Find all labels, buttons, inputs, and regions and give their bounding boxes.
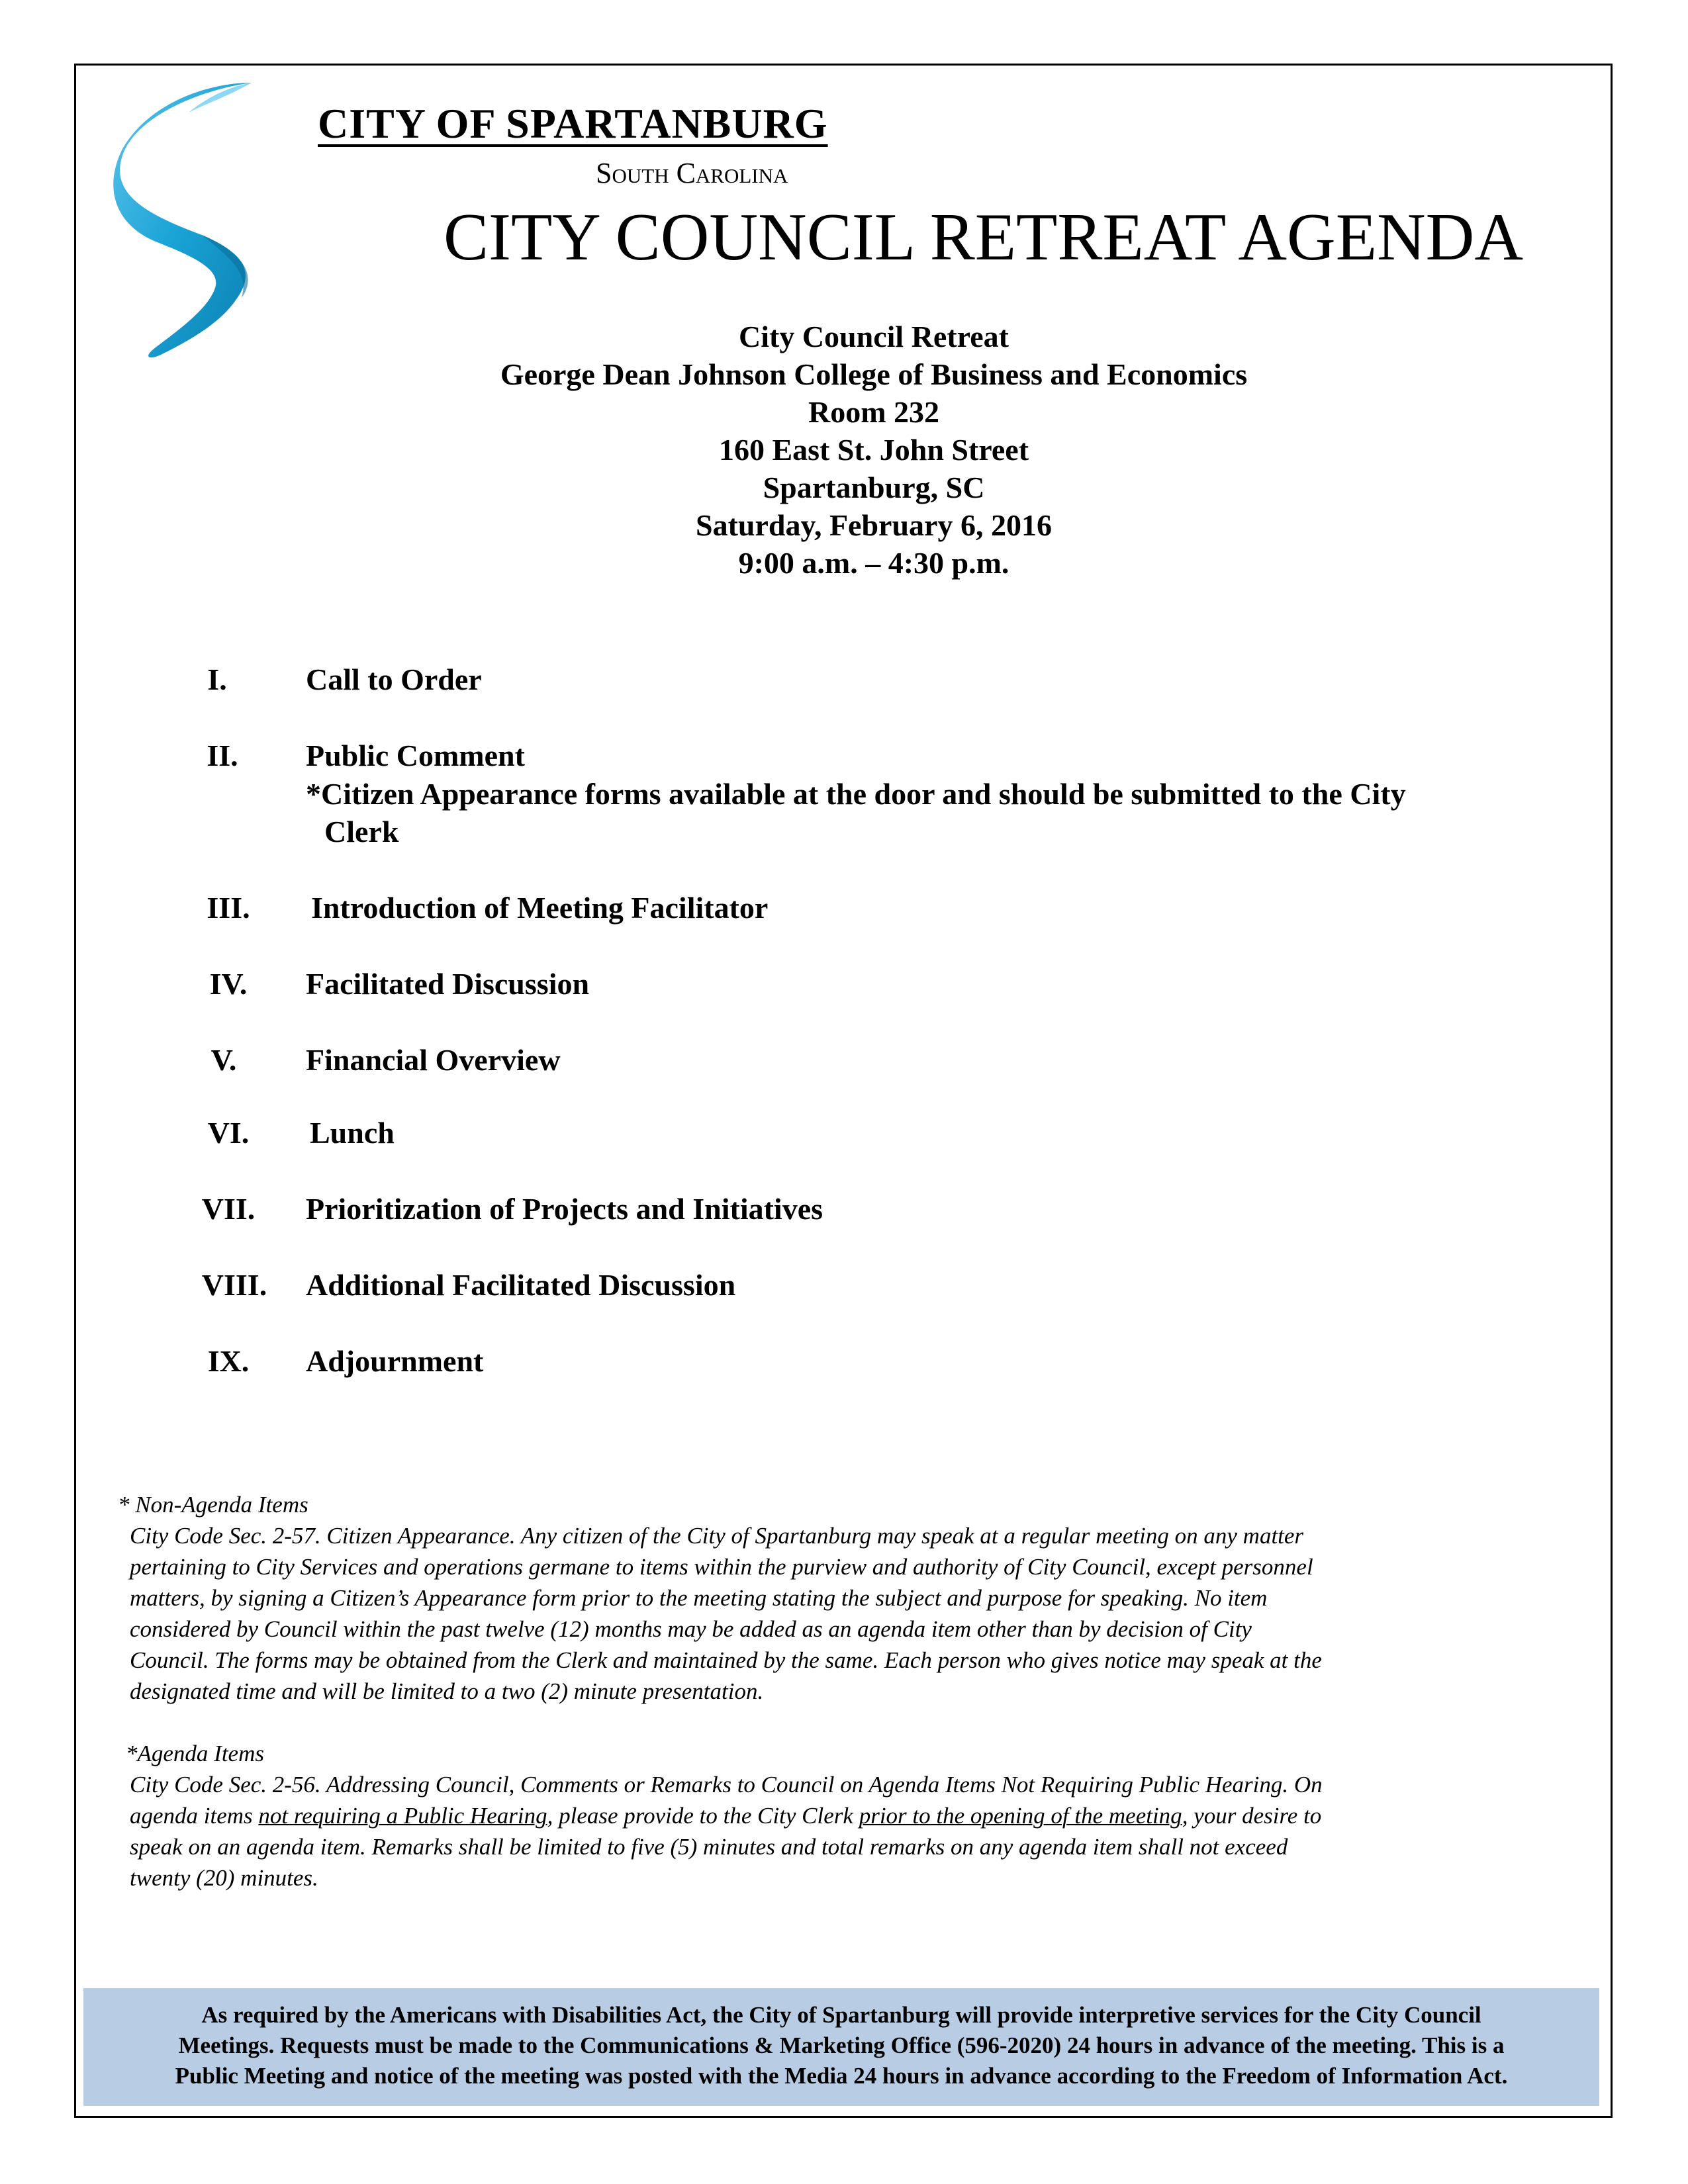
- agenda-item-note: *Citizen Appearance forms available at the door and should be submitted to the City: [306, 777, 1406, 811]
- agenda-item-number: III.: [207, 891, 250, 925]
- non-agenda-heading: * Non-Agenda Items: [118, 1492, 308, 1518]
- agenda-items-text: [118, 1769, 1574, 1893]
- agenda-item-label: Prioritization of Projects and Initiatives: [306, 1192, 823, 1226]
- agenda-item-number: IV.: [209, 967, 248, 1001]
- meeting-room: Room 232: [808, 395, 940, 429]
- non-agenda-text: [118, 1520, 1574, 1707]
- agenda-item-number: IX.: [207, 1344, 250, 1378]
- notes-section: [118, 1489, 1574, 1893]
- agenda-item-label: Introduction of Meeting Facilitator: [311, 891, 769, 925]
- agenda-item-number: VIII.: [201, 1268, 267, 1302]
- agenda-item-label: Facilitated Discussion: [306, 967, 590, 1001]
- meeting-venue: George Dean Johnson College of Business and Economics: [500, 357, 1248, 391]
- agenda-item-note-continued: Clerk: [324, 815, 399, 848]
- meeting-name: City Council Retreat: [739, 320, 1009, 353]
- agenda-item-number: V.: [211, 1043, 237, 1077]
- meeting-time: 9:00 a.m. – 4:30 p.m.: [738, 546, 1009, 580]
- agenda-item-label: Additional Facilitated Discussion: [306, 1268, 736, 1302]
- meeting-city: Spartanburg, SC: [763, 471, 985, 504]
- ada-line: Public Meeting and notice of the meeting was posted with the Media 24 hours in advance according to the Freedom of Information Act.: [175, 2063, 1508, 2089]
- ada-notice: [83, 1988, 1599, 2106]
- underlined-phrase: not requiring a Public Hearing: [258, 1803, 547, 1829]
- ada-line: Meetings. Requests must be made to the Communications & Marketing Office (596-2020) 24 hours in advance of the meeting. This is a: [178, 2032, 1505, 2058]
- agenda-item-number: VII.: [201, 1192, 256, 1226]
- non-agenda-line: designated time and will be limited to a two (2) minute presentation.: [130, 1678, 764, 1704]
- agenda-items-line: speak on an agenda item. Remarks shall be limited to five (5) minutes and total remarks on any agenda item shall not exceed: [130, 1834, 1288, 1860]
- agenda-item-number: I.: [207, 662, 227, 696]
- non-agenda-line: considered by Council within the past twelve (12) months may be added as an agenda item other than by decision of City: [130, 1616, 1252, 1642]
- city-name: CITY OF SPARTANBURG: [318, 100, 828, 147]
- agenda-item-label: Financial Overview: [306, 1043, 561, 1077]
- agenda-item-number: II.: [207, 739, 238, 772]
- meeting-street: 160 East St. John Street: [718, 433, 1029, 467]
- meeting-date: Saturday, February 6, 2016: [696, 508, 1052, 542]
- non-agenda-line: matters, by signing a Citizen’s Appearance form prior to the meeting stating the subject and purpose for speaking. No item: [130, 1585, 1268, 1611]
- non-agenda-line: pertaining to City Services and operations germane to items within the purview and authority of City Council, except personnel: [130, 1554, 1313, 1580]
- agenda-item-label: Public Comment: [306, 739, 525, 772]
- agenda-items-line: City Code Sec. 2-56. Addressing Council, Comments or Remarks to Council on Agenda Items Not Requiring Public Hearing. On: [130, 1772, 1323, 1797]
- agenda-item-label: Lunch: [310, 1116, 395, 1150]
- state-name: South Carolina: [596, 157, 788, 189]
- ada-line: As required by the Americans with Disabilities Act, the City of Spartanburg will provide interpretive services for the City Council: [201, 2002, 1481, 2028]
- agenda-item-label: Call to Order: [306, 662, 482, 696]
- agenda-items-line: agenda items not requiring a Public Hearing, please provide to the City Clerk prior to the opening of the meeting, your desire to: [130, 1803, 1322, 1829]
- page-title: CITY COUNCIL RETREAT AGENDA: [444, 200, 1524, 275]
- non-agenda-line: City Code Sec. 2-57. Citizen Appearance. Any citizen of the City of Spartanburg may speak at a regular meeting on any matter: [130, 1523, 1304, 1549]
- underlined-phrase: prior to the opening of the meeting: [859, 1803, 1182, 1829]
- agenda-items-line: twenty (20) minutes.: [130, 1865, 318, 1891]
- non-agenda-line: Council. The forms may be obtained from the Clerk and maintained by the same. Each person who gives notice may speak at the: [130, 1647, 1322, 1673]
- agenda-item-number: VI.: [207, 1116, 250, 1150]
- agenda-items-heading: *Agenda Items: [126, 1741, 264, 1766]
- agenda-item-label: Adjournment: [306, 1344, 484, 1378]
